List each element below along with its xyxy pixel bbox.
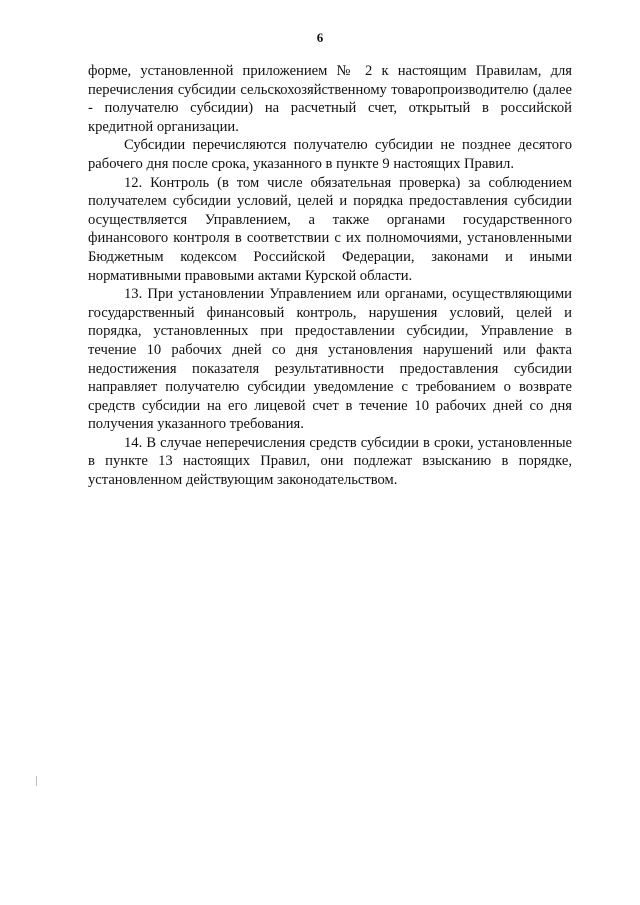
paragraph-continuation: форме, установленной приложением № 2 к настоящим Правилам, для перечисления субсидии сельскохозяйственному товаропроизводителю (далее - получателю субсидии) на расчетный счет, открытый в российской кредитной организации. bbox=[88, 63, 572, 135]
paragraph-12-control: 12. Контроль (в том числе обязательная проверка) за соблюдением получателем субсидии условий, целей и порядка предоставления субсидии осуществляется Управлением, а также органами государственного финансового контроля в соответствии с их полномочиями, установленными Бюджетным кодексом Российской Федерации, законами и иными нормативными правовыми актами Курской области. bbox=[88, 174, 572, 284]
paragraph-13-violations: 13. При установлении Управлением или органами, осуществляющими государственный финансовый контроль, нарушения условий, целей и порядка, установленных при предоставлении субсидии, Управление в течение 10 рабочих дней со дня установления нарушений или факта недостижения показателя результативности предоставления субсидии направляет получателю субсидии уведомление с требованием о возврате средств субсидии на его лицевой счет в течение 10 рабочих дней со дня получения указанного требования. bbox=[88, 286, 572, 433]
paragraph-subsidy-transfer: Субсидии перечисляются получателю субсидии не позднее десятого рабочего дня после срока, указанного в пункте 9 настоящих Правил. bbox=[88, 137, 572, 172]
document-body bbox=[88, 62, 572, 490]
paragraph-14-recovery: 14. В случае неперечисления средств субсидии в сроки, установленные в пункте 13 настоящих Правил, они подлежат взысканию в порядке, установленном действующим законодательством. bbox=[88, 434, 572, 489]
scan-artifact bbox=[36, 776, 37, 786]
page-number: 6 bbox=[316, 30, 324, 45]
